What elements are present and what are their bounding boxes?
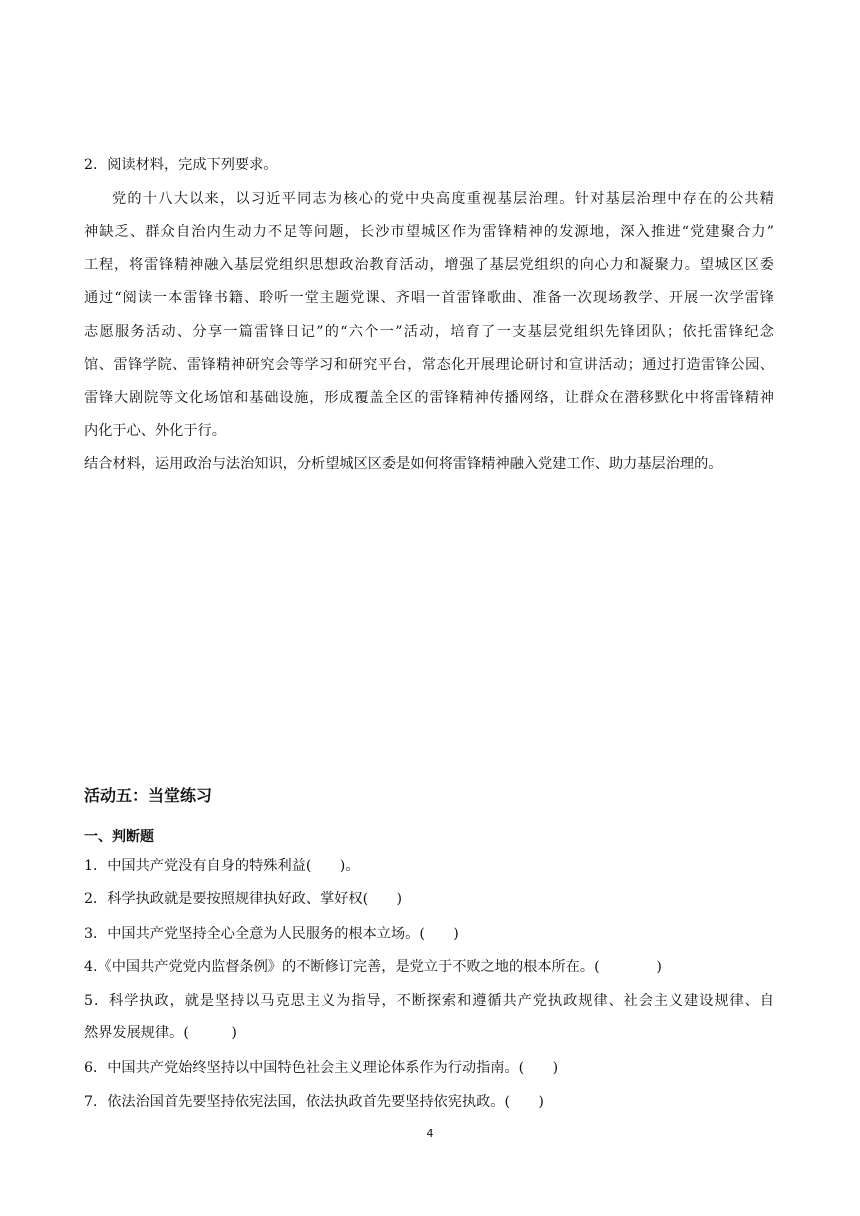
judgment-item: 5．科学执政，就是坚持以马克思主义为指导，不断探索和遵循共产党执政规律、社会主义建设规律、自: [84, 993, 774, 1009]
material-paragraph-line: 党的十八大以来，以习近平同志为核心的党中央高度重视基层治理。针对基层治理中存在的公共精: [112, 191, 774, 207]
material-paragraph-line: 馆、雷锋学院、雷锋精神研究会等学习和研究平台，常态化开展理论研讨和宣讲活动；通过打造雷锋公园、: [84, 357, 774, 373]
material-paragraph-line: 工程，将雷锋精神融入基层党组织思想政治教育活动，增强了基层党组织的向心力和凝聚力。望城区区委: [84, 257, 774, 273]
judgment-item: 1．中国共产党没有自身的特殊利益( )。: [84, 858, 360, 874]
judgment-item: 2．科学执政就是要按照规律执好政、掌好权( ): [84, 891, 403, 907]
judgment-item: 6．中国共产党始终坚持以中国特色社会主义理论体系作为行动指南。( ): [84, 1060, 559, 1076]
judgment-item-continuation: 然界发展规律。( ): [84, 1025, 237, 1041]
question-2-prompt: 2．阅读材料，完成下列要求。: [84, 157, 278, 173]
question-2-task: 结合材料，运用政治与法治知识，分析望城区区委是如何将雷锋精神融入党建工作、助力基层治理的。: [84, 456, 723, 472]
page-number: 4: [426, 1127, 434, 1140]
judgment-item: 3．中国共产党坚持全心全意为人民服务的根本立场。( ): [84, 926, 459, 942]
material-paragraph-line: 内化于心、外化于行。: [84, 423, 226, 439]
material-paragraph-line: 志愿服务活动、分享一篇雷锋日记”的“六个一”活动，培育了一支基层党组织先锋团队；依托雷锋纪念: [84, 324, 774, 340]
material-paragraph-line: 通过“阅读一本雷锋书籍、聆听一堂主题党课、齐唱一首雷锋歌曲、准备一次现场教学、开展一次学雷锋: [84, 290, 774, 306]
activity-title: 活动五：当堂练习: [84, 786, 213, 805]
judgment-item: 4.《中国共产党党内监督条例》的不断修订完善，是党立于不败之地的根本所在。( ): [84, 959, 662, 975]
material-paragraph-line: 雷锋大剧院等文化场馆和基础设施，形成覆盖全区的雷锋精神传播网络，让群众在潜移默化中将雷锋精神: [84, 390, 774, 406]
judgment-item: 7．依法治国首先要坚持依宪法国，依法执政首先要坚持依宪执政。( ): [84, 1094, 544, 1110]
section-title: 一、判断题: [84, 829, 154, 845]
material-paragraph-line: 神缺乏、群众自治内生动力不足等问题，长沙市望城区作为雷锋精神的发源地，深入推进“党建聚合力”: [84, 224, 774, 240]
